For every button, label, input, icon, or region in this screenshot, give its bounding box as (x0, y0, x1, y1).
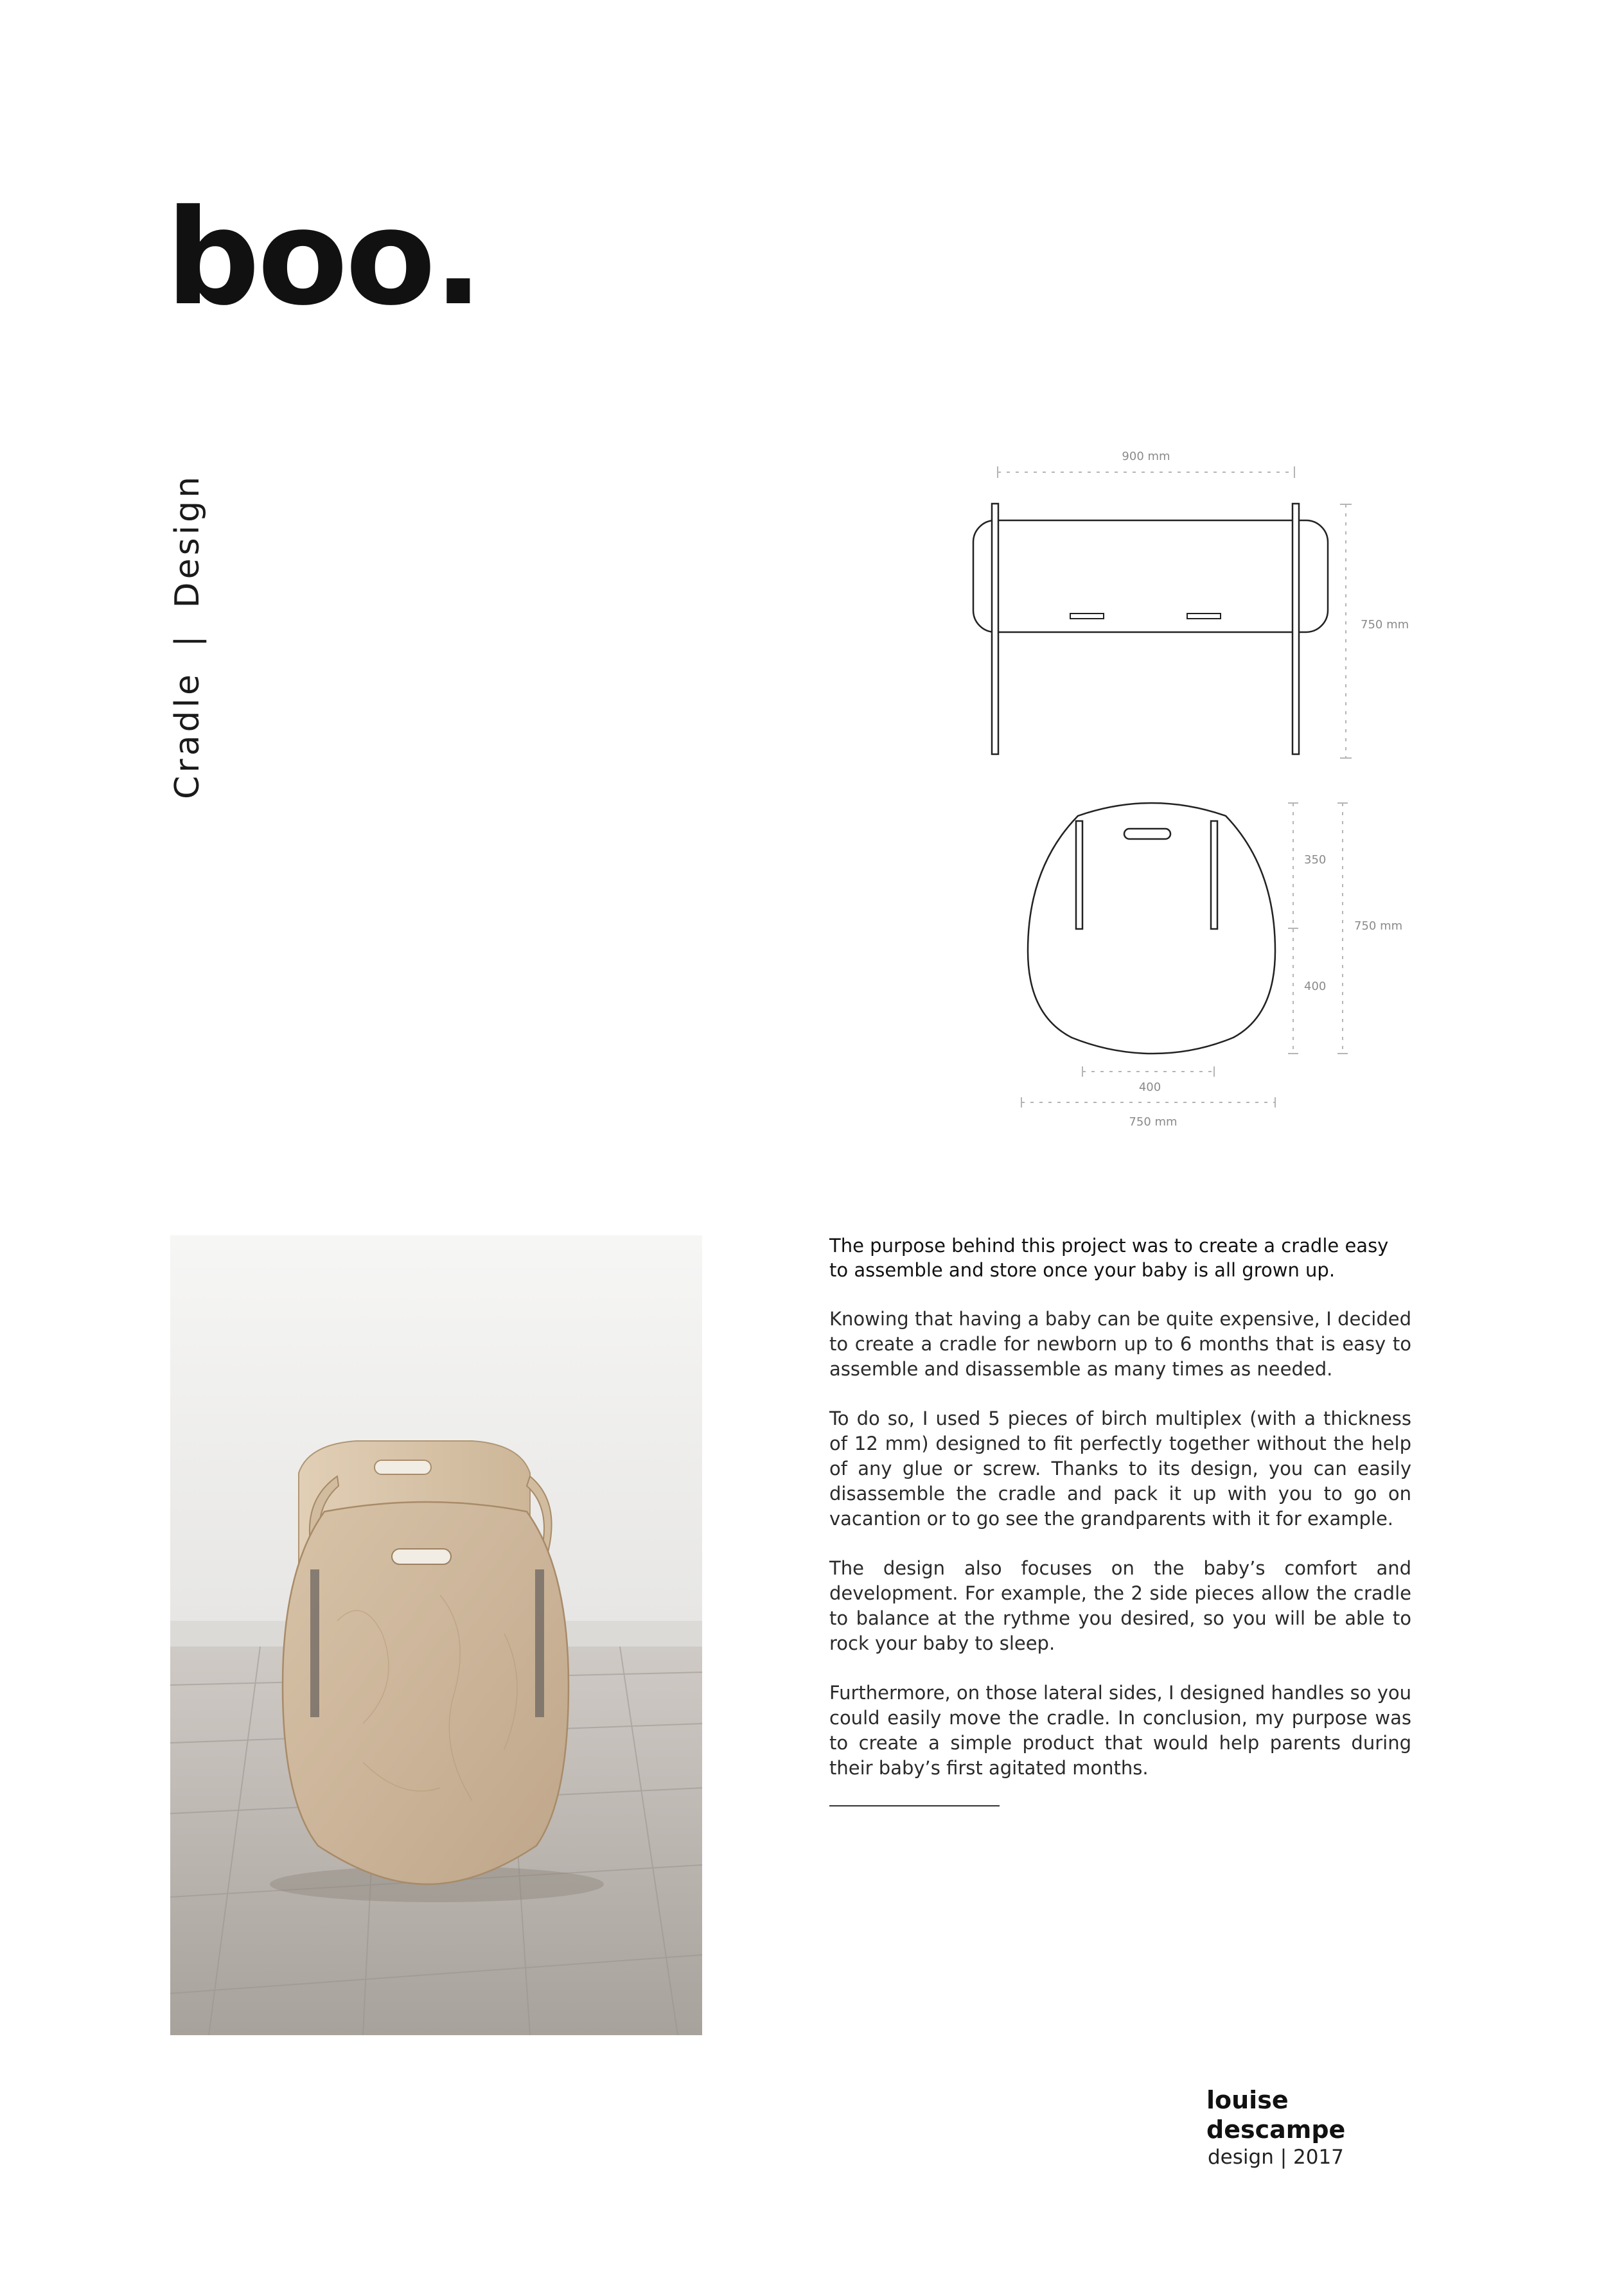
design-year: design | 2017 (1208, 2146, 1344, 2169)
lower-section-label: 400 (1304, 980, 1327, 993)
paragraph-conclusion: Furthermore, on those lateral sides, I designed handles so you could easily move the cradle. In conclusion, my purpose was to create a simple product that would help parents during their baby’s first agitated months. (829, 1682, 1411, 1779)
left-slot-joint (310, 1569, 319, 1717)
paragraph-cost: Knowing that having a baby can be quite expensive, I decided to create a cradle for newborn up to 6 months that is easy to assemble and disassemble as many times as needed. (829, 1308, 1411, 1380)
upper-section-label: 350 (1304, 853, 1327, 867)
right-slot-joint (535, 1569, 544, 1717)
back-handle (375, 1460, 431, 1474)
right-leg-panel (1293, 504, 1299, 754)
side-height-label: 750 mm (1354, 919, 1403, 933)
side-view-drawing (1021, 803, 1402, 1129)
side-right-slot (1211, 821, 1217, 929)
top-view-drawing (973, 450, 1409, 758)
cradle-photo-illustration (170, 1235, 702, 2035)
slot-right (1187, 614, 1221, 619)
cradle-body-outline (973, 520, 1328, 632)
left-leg-panel (992, 504, 998, 754)
slot-left (1070, 614, 1104, 619)
side-left-slot (1076, 821, 1082, 929)
divider-rule (829, 1805, 1000, 1806)
cradle-photo (170, 1235, 702, 2035)
inner-width-label: 400 (1138, 1081, 1161, 1094)
brand-title: boo. (166, 182, 481, 335)
handle-cutout (1124, 829, 1170, 839)
category-cradle: Cradle (168, 671, 207, 799)
description-column (829, 1233, 1411, 1806)
author-name: louise descampe (1206, 2086, 1346, 2144)
side-width-label: 750 mm (1129, 1115, 1178, 1129)
signature-block (1156, 2085, 1412, 2170)
intro-statement: The purpose behind this project was to create a cradle easy to assemble and store once your baby is all grown up. (829, 1235, 1389, 1281)
top-width-label: 900 mm (1122, 450, 1170, 463)
paragraph-comfort: The design also focuses on the baby’s comfort and development. For example, the 2 side pieces allow the cradle to balance at the rythme you desired, so you will be able to rock your baby to sleep. (829, 1557, 1411, 1654)
top-height-label: 750 mm (1361, 618, 1409, 631)
front-handle (392, 1549, 451, 1564)
paragraph-materials: To do so, I used 5 pieces of birch multiplex (with a thickness of 12 mm) designed to fit perfectly together without the help of any glue or screw. Thanks to its design, you can easily disassemble the cradle and pack it up with you to go on vacantion or to go see the grandparents with it for example. (829, 1408, 1411, 1530)
cradle-side-outline (1028, 803, 1275, 1054)
category-separator: | (168, 632, 207, 647)
category-design: Design (168, 473, 207, 608)
